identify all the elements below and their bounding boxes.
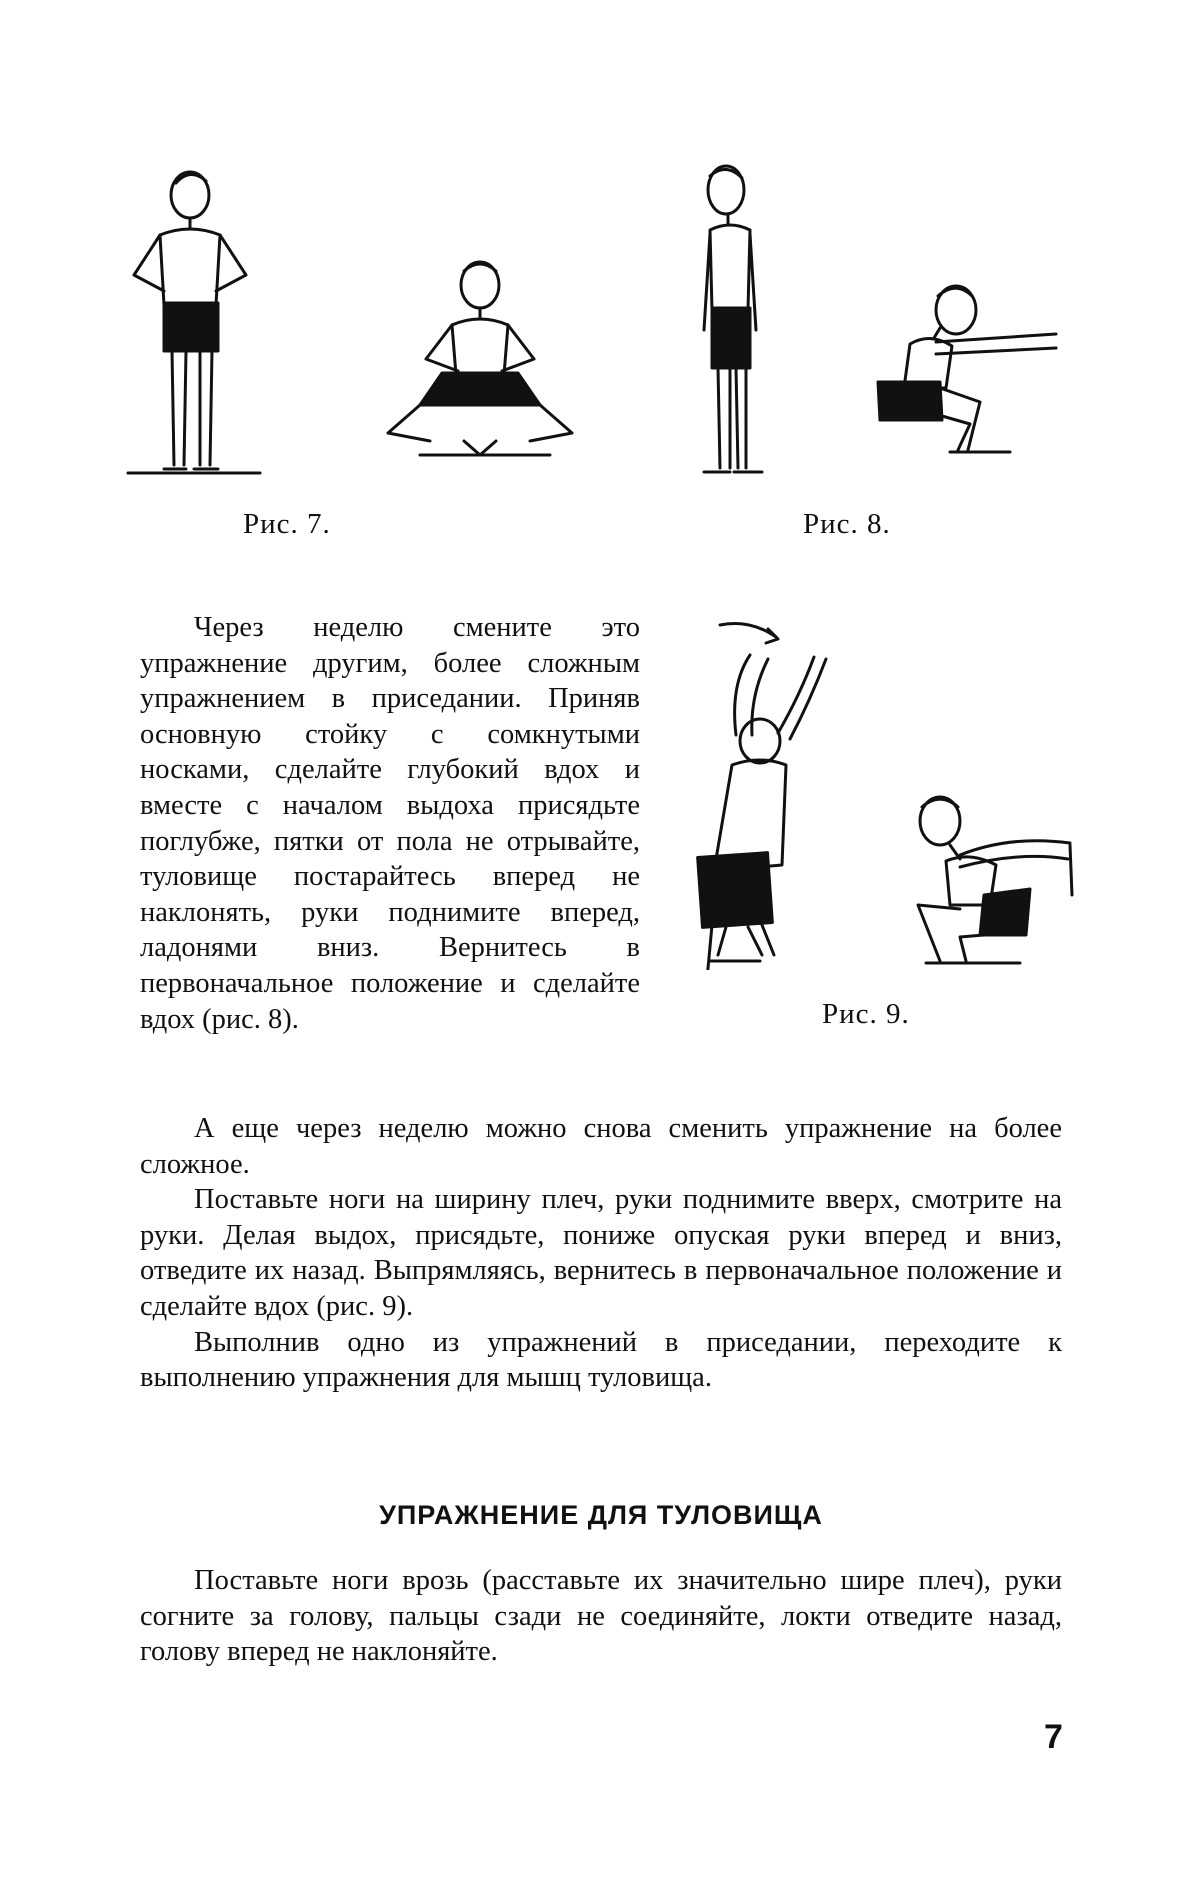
trunk-exercise-text-block bbox=[140, 1563, 1062, 1670]
figure-9-arms-raised-illustration bbox=[690, 615, 840, 970]
exercise-text-block bbox=[140, 1111, 1062, 1396]
section-heading: УПРАЖНЕНИЕ ДЛЯ ТУЛОВИЩА bbox=[140, 1500, 1062, 1531]
figure-9-caption: Рис. 9. bbox=[822, 998, 910, 1031]
paragraph-1: Через неделю смените это упражнение другим, более сложным упражнением в приседании. Приняв основную стойку с сомкнутыми носками, сделайте глубокий вдох и вместе с началом выдоха присядьте поглубже, пятки от пола не отрывайте, туловище постарайтесь вперед не наклонять, руки поднимите вперед, ладонями вниз. Вернитесь в первоначальное положение и сделайте вдох (рис. 8). bbox=[140, 610, 640, 1037]
figure-8-squat-illustration bbox=[860, 270, 1080, 460]
paragraph-4: Выполнив одно из упражнений в приседании, переходите к выполнению упражнения для мышц туловища. bbox=[140, 1325, 1062, 1396]
page-number: 7 bbox=[1044, 1718, 1063, 1757]
paragraph-2: А еще через неделю можно снова сменить упражнение на более сложное. bbox=[140, 1111, 1062, 1182]
figure-7-standing-illustration bbox=[120, 165, 400, 485]
book-page bbox=[0, 0, 1200, 1880]
figure-8-standing-illustration bbox=[670, 160, 800, 490]
figure-7-caption: Рис. 7. bbox=[243, 508, 331, 541]
paragraph-3: Поставьте ноги на ширину плеч, руки поднимите вверх, смотрите на руки. Делая выдох, присядьте, пониже опуская руки вперед и вниз, отведите их назад. Выпрямляясь, вернитесь в первоначальное положение и сделайте вдох (рис. 9). bbox=[140, 1182, 1062, 1324]
exercise-description-column bbox=[140, 610, 640, 1037]
paragraph-5: Поставьте ноги врозь (расставьте их значительно шире плеч), руки согните за голову, пальцы сзади не соединяйте, локти отведите назад, голову вперед не наклоняйте. bbox=[140, 1563, 1062, 1670]
figure-7-squat-illustration bbox=[380, 255, 580, 470]
figure-8-caption: Рис. 8. bbox=[803, 508, 891, 541]
figure-9-squat-illustration bbox=[900, 785, 1080, 965]
